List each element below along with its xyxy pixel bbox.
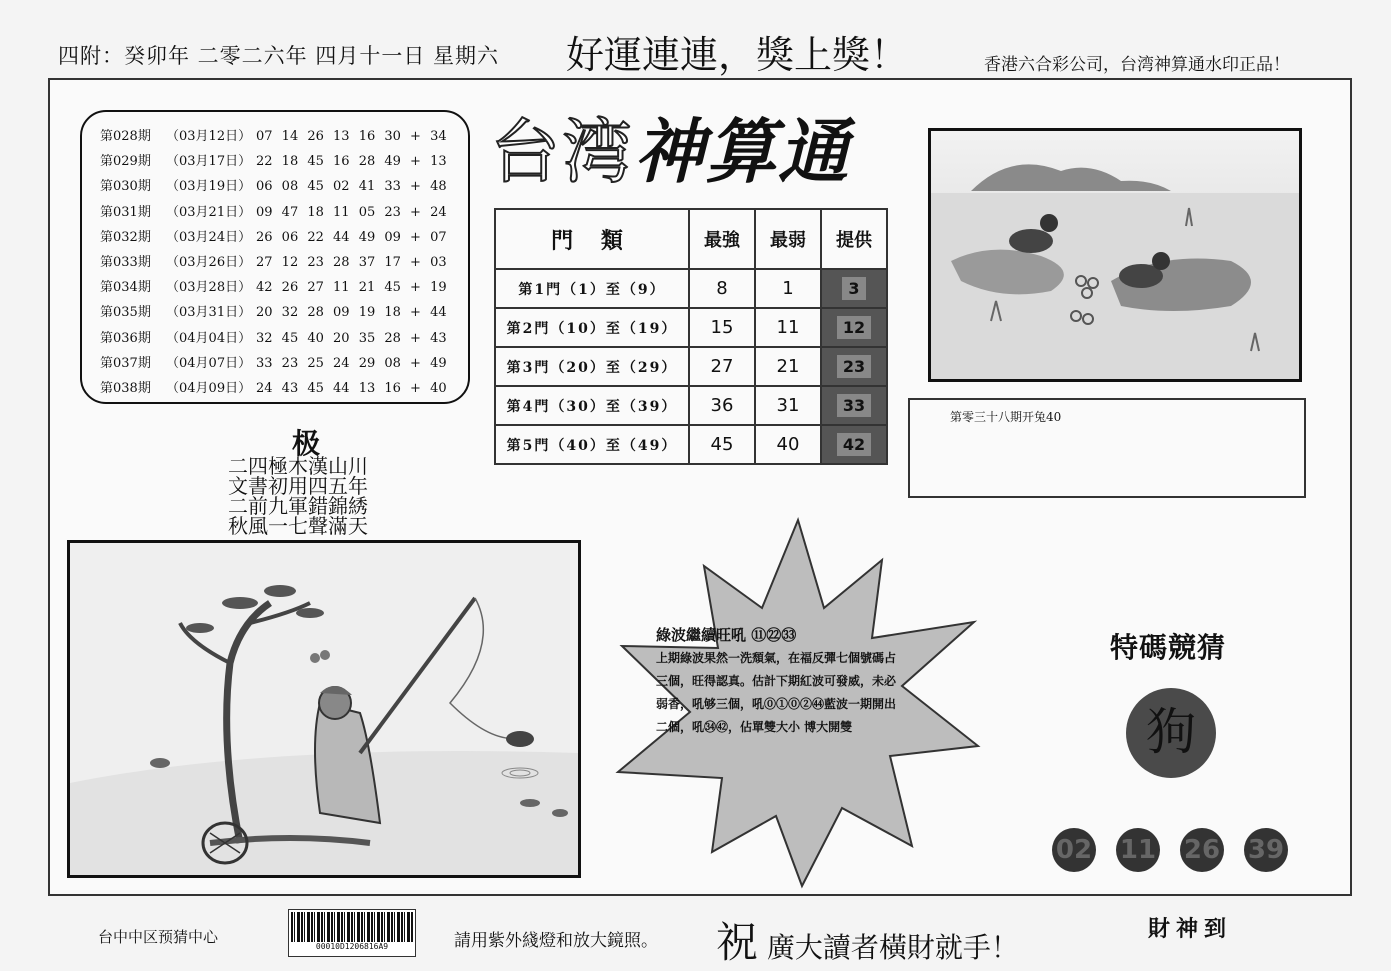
strong-value: 8 [689,269,755,308]
provide-cell [821,425,887,464]
header-date: 四附：癸卯年 二零二六年 四月十一日 星期六 [58,44,500,68]
strong-value: 45 [689,425,755,464]
provide-value: 12 [837,316,871,339]
history-row: 第030期 （03月19日） 06 08 45 02 41 33 + 48 [100,179,447,195]
barcode [288,909,416,957]
history-row: 第031期 （03月21日） 09 47 18 11 05 23 + 24 [100,204,447,220]
guess-title: 特碼競猜 [1110,631,1227,664]
cats-illustration [928,128,1302,382]
starburst-text [656,624,956,739]
number-balls [1052,828,1288,872]
history-row: 第037期 （04月07日） 33 23 25 24 29 08 + 49 [100,355,447,371]
barcode-number: 00010D1206816A9 [315,942,389,951]
history-row: 第032期 （03月24日） 26 06 22 44 49 09 + 07 [100,229,447,245]
gate-table [494,208,888,465]
header-provide: 提供 [821,209,887,269]
provide-value: 23 [837,355,871,378]
table-row [495,347,887,386]
zodiac-circle: 狗 [1126,688,1216,778]
provide-value: 33 [837,394,871,417]
poem-heading: 极 [292,427,321,460]
table-row [495,386,887,425]
blessing-char: 祝 [716,918,759,967]
title-part1: 台湾 [490,111,634,193]
header-slogan: 好運連連，獎上獎！ [566,33,909,77]
result-note: 第零三十八期开兔40 [908,398,1306,498]
number-ball: 39 [1244,828,1288,872]
gate-label: 第3門（20）至（29） [495,347,689,386]
footer-center-name: 台中中区预猜中心 [98,928,219,946]
page-title [490,96,850,197]
header-watermark-note: 香港六合彩公司，台湾神算通水印正品！ [984,55,1290,75]
number-ball: 11 [1116,828,1160,872]
header-strongest: 最強 [689,209,755,269]
history-row: 第029期 （03月17日） 22 18 45 16 28 49 + 13 [100,154,447,170]
history-row: 第034期 （03月28日） 42 26 27 11 21 45 + 19 [100,280,447,296]
weak-value: 11 [755,308,821,347]
weak-value: 40 [755,425,821,464]
header-category: 門 類 [495,209,689,269]
footer-fortune: 財神到 [1148,916,1233,942]
gate-label: 第5門（40）至（49） [495,425,689,464]
provide-value: 42 [837,433,871,456]
history-row: 第036期 （04月04日） 32 45 40 20 35 28 + 43 [100,330,447,346]
strong-value: 27 [689,347,755,386]
gate-label: 第2門（10）至（19） [495,308,689,347]
fisherman-illustration [67,540,581,878]
starburst-line: 二個，吼㉞㊷，佔單雙大小 博大開雙 [656,720,853,734]
history-box [80,110,470,404]
poem-line: 秋風一七聲滿天 [228,514,368,538]
table-row [495,308,887,347]
starburst-line: 三個，旺得認真。估計下期紅波可發威，未必 [656,674,897,688]
history-row: 第028期 （03月12日） 07 14 26 13 16 30 + 34 [100,129,447,144]
weak-value: 21 [755,347,821,386]
gate-label: 第1門（1）至（9） [495,269,689,308]
footer-blessing [716,910,1019,970]
poem-line: 二四極木漢山川 [228,454,368,478]
weak-value: 31 [755,386,821,425]
title-part2: 神算通 [634,110,850,193]
history-row: 第038期 （04月09日） 24 43 45 44 13 16 + 40 [100,380,447,396]
gate-label: 第4門（30）至（39） [495,386,689,425]
provide-cell [821,269,887,308]
history-row: 第035期 （03月31日） 20 32 28 09 19 18 + 44 [100,305,447,321]
starburst-line: 弱香，吼够三個，吼⓪①⓪②㊹藍波一期開出 [656,697,897,711]
poem-line: 文書初用四五年 [228,474,368,498]
weak-value: 1 [755,269,821,308]
footer-uv-note: 請用紫外綫燈和放大鏡照。 [454,931,658,951]
header-weakest: 最弱 [755,209,821,269]
blessing-text: 廣大讀者橫財就手！ [758,931,1019,964]
table-row [495,269,887,308]
provide-cell [821,308,887,347]
provide-cell [821,347,887,386]
poem-line: 二前九軍錯錦綉 [228,494,368,518]
poem [228,456,368,536]
strong-value: 36 [689,386,755,425]
provide-cell [821,386,887,425]
starburst-line: 上期綠波果然一洗頹氣，在福反彈七個號碼占 [656,651,897,665]
number-ball: 26 [1180,828,1224,872]
history-row: 第033期 （03月26日） 27 12 23 28 37 17 + 03 [100,254,447,270]
barcode-bars [291,912,413,942]
provide-value: 3 [842,277,865,300]
starburst-heading: 綠波繼續旺吼 ⑪㉒㉝ [656,626,797,644]
number-ball: 02 [1052,828,1096,872]
strong-value: 15 [689,308,755,347]
table-row [495,425,887,464]
